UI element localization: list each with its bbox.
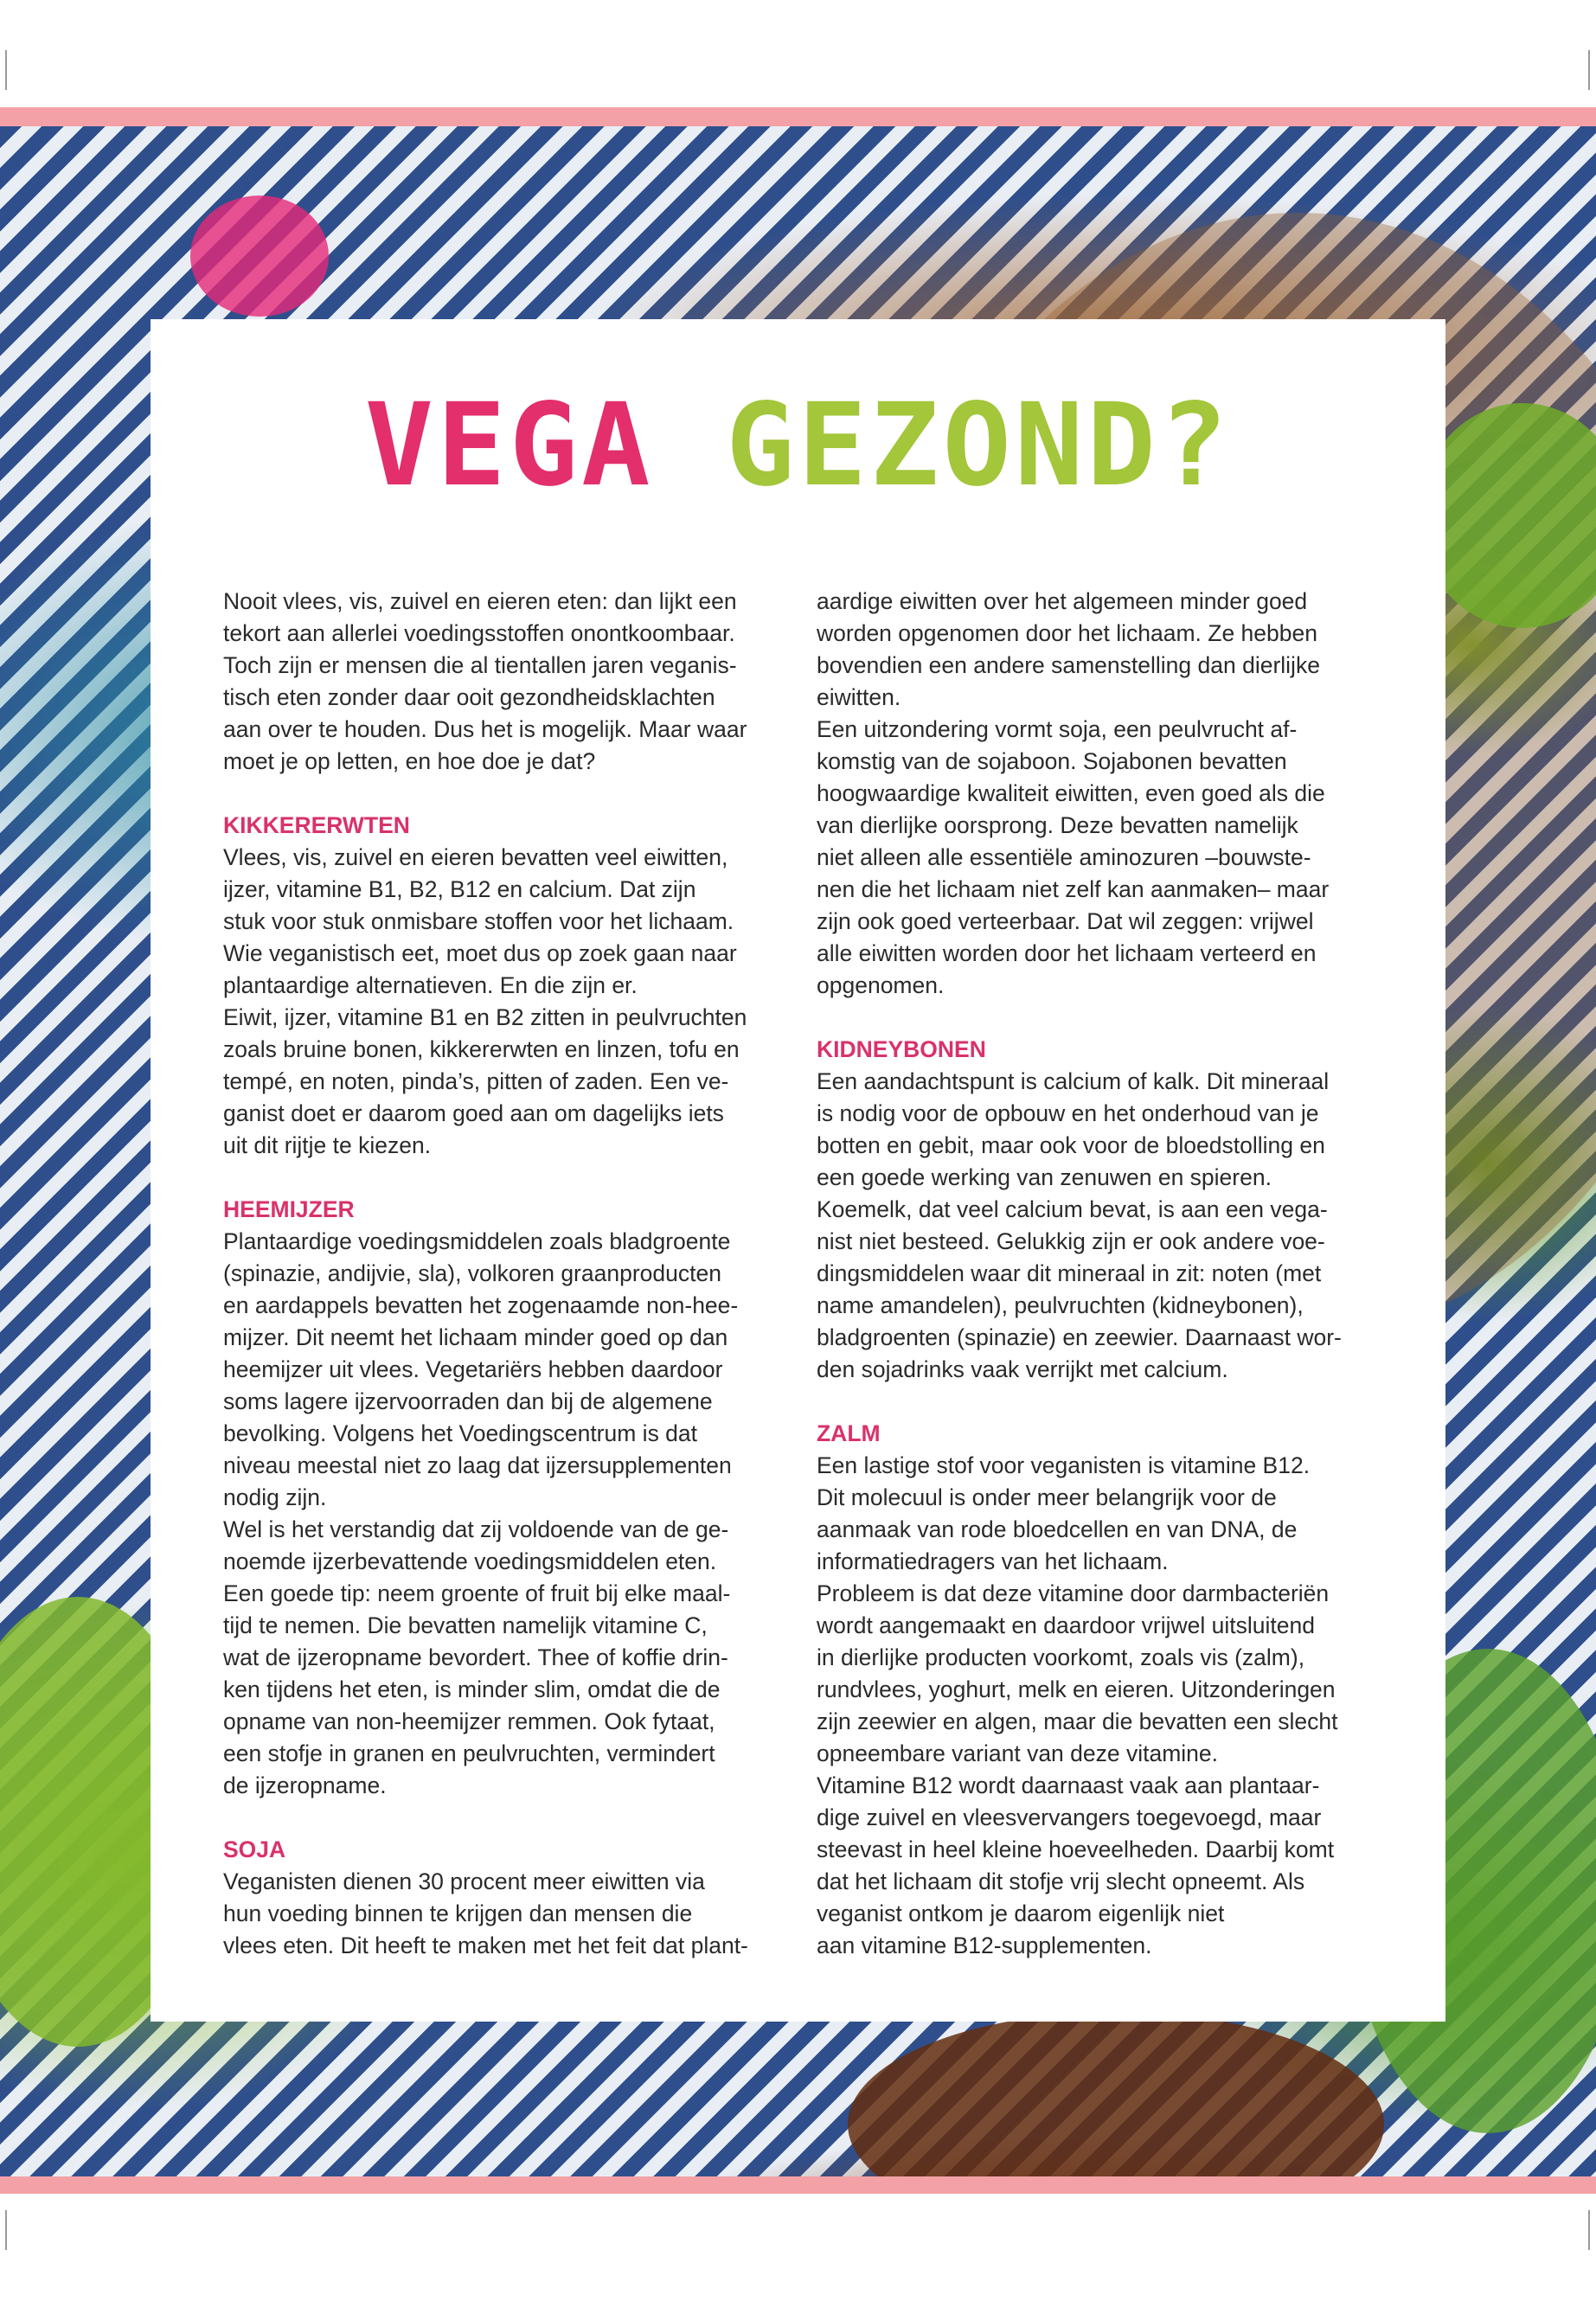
text-line: ijzer, vitamine B1, B2, B12 en calcium. Dat zijn (223, 876, 696, 902)
text-line: name amandelen), peulvruchten (kidneybonen), (817, 1292, 1304, 1318)
text-line: dingsmiddelen waar dit mineraal in zit: noten (met (817, 1260, 1322, 1286)
text-line: niet alleen alle essentiële aminozuren –bouwste- (817, 844, 1311, 870)
text-line: Eiwit, ijzer, vitamine B1 en B2 zitten in peulvruchten (223, 1004, 747, 1030)
text-line: mijzer. Dit neemt het lichaam minder goed op dan (223, 1324, 728, 1350)
text-line: hun voeding binnen te krijgen dan mensen die (223, 1900, 693, 1926)
text-line: steevast in heel kleine hoeveelheden. Daarbij komt (817, 1836, 1335, 1862)
sauce-bowl-shape (848, 2012, 1384, 2176)
article-card (151, 319, 1445, 2022)
text-line: tisch eten zonder daar ooit gezondheidsklachten (223, 684, 715, 710)
text-line: aan over te houden. Dus het is mogelijk. Maar waar (223, 716, 747, 742)
section-body-soja-continued (817, 586, 1388, 1002)
text-line: Probleem is dat deze vitamine door darmbacteriën (817, 1580, 1330, 1606)
crop-mark-top-right (1588, 50, 1590, 90)
crop-mark-bottom-right (1588, 2210, 1590, 2250)
section-heading-kidneybonen: KIDNEYBONEN (817, 1036, 986, 1062)
text-line: opgenomen. (817, 972, 945, 998)
section-heading-heemijzer: HEEMIJZER (223, 1196, 355, 1222)
text-line: Toch zijn er mensen die al tientallen jaren veganis- (223, 652, 737, 678)
text-line: den sojadrinks vaak verrijkt met calcium. (817, 1356, 1228, 1382)
right-column (817, 586, 1388, 1962)
title-word-gezond: GEZOND? (726, 379, 1232, 512)
text-line: noemde ijzerbevattende voedingsmiddelen eten. (223, 1548, 717, 1574)
section-heading-kikkererwten: KIKKERERWTEN (223, 812, 410, 838)
text-line: Koemelk, dat veel calcium bevat, is aan een vega- (817, 1196, 1328, 1222)
text-line: hoogwaardige kwaliteit eiwitten, even goed als die (817, 780, 1325, 806)
text-line: worden opgenomen door het lichaam. Ze hebben (817, 620, 1317, 646)
text-line: eiwitten. (817, 684, 901, 710)
section-body-kidneybonen (817, 1066, 1388, 1386)
text-line: aan vitamine B12-supplementen. (817, 1932, 1152, 1958)
text-line: Nooit vlees, vis, zuivel en eieren eten: dan lijkt een (223, 588, 737, 614)
text-line: tempé, en noten, pinda’s, pitten of zaden. Een ve- (223, 1068, 729, 1094)
text-line: nist niet besteed. Gelukkig zijn er ook andere voe- (817, 1228, 1325, 1254)
text-line: zijn ook goed verteerbaar. Dat wil zeggen: vrijwel (817, 908, 1314, 934)
text-line: Vitamine B12 wordt daarnaast vaak aan plantaar- (817, 1772, 1320, 1798)
left-column (223, 586, 794, 1962)
text-line: heemijzer uit vlees. Vegetariërs hebben daardoor (223, 1356, 723, 1382)
text-line: Vlees, vis, zuivel en eieren bevatten veel eiwitten, (223, 844, 728, 870)
text-line: opneembare variant van deze vitamine. (817, 1740, 1219, 1766)
page-title (151, 379, 1445, 512)
section-heading-soja: SOJA (223, 1836, 286, 1862)
text-line: Veganisten dienen 30 procent meer eiwitten via (223, 1868, 705, 1894)
text-line: bevolking. Volgens het Voedingscentrum is dat (223, 1420, 698, 1446)
text-line: Wie veganistisch eet, moet dus op zoek gaan naar (223, 940, 737, 966)
section-body-soja (223, 1866, 794, 1962)
crop-mark-top-left (5, 50, 7, 90)
bottom-pink-band (0, 2176, 1596, 2194)
text-line: tekort aan allerlei voedingsstoffen onontkoombaar. (223, 620, 735, 646)
text-line: Dit molecuul is onder meer belangrijk voor de (817, 1484, 1277, 1510)
text-line: ken tijdens het eten, is minder slim, omdat die de (223, 1676, 721, 1702)
text-line: informatiedragers van het lichaam. (817, 1548, 1169, 1574)
text-line: komstig van de sojaboon. Sojabonen bevatten (817, 748, 1287, 774)
text-line: Een lastige stof voor veganisten is vitamine B12. (817, 1452, 1311, 1478)
section-body-zalm (817, 1450, 1388, 1962)
intro-paragraph (223, 586, 794, 778)
text-line: Plantaardige voedingsmiddelen zoals bladgroente (223, 1228, 731, 1254)
text-line: nen die het lichaam niet zelf kan aanmaken– maar (817, 876, 1330, 902)
text-line: veganist ontkom je daarom eigenlijk niet (817, 1900, 1225, 1926)
top-pink-band (0, 107, 1596, 126)
text-line: dat het lichaam dit stofje vrij slecht opneemt. Als (817, 1868, 1305, 1894)
title-word-vega: VEGA (364, 379, 654, 512)
text-line: niveau meestal niet zo laag dat ijzersupplementen (223, 1452, 732, 1478)
text-line: wat de ijzeropname bevordert. Thee of koffie drin- (223, 1644, 728, 1670)
section-heading-zalm: ZALM (817, 1420, 881, 1446)
text-line: alle eiwitten worden door het lichaam verteerd en (817, 940, 1317, 966)
text-line: zijn zeewier en algen, maar die bevatten een slecht (817, 1708, 1338, 1734)
magenta-flower-shape (190, 195, 329, 317)
text-line: een stofje in granen en peulvruchten, vermindert (223, 1740, 715, 1766)
text-line: wordt aangemaakt en daardoor vrijwel uitsluitend (817, 1612, 1315, 1638)
text-line: van dierlijke oorsprong. Deze bevatten namelijk (817, 812, 1298, 838)
text-line: uit dit rijtje te kiezen. (223, 1132, 432, 1158)
text-line: is nodig voor de opbouw en het onderhoud van je (817, 1100, 1319, 1126)
text-line: opname van non-heemijzer remmen. Ook fytaat, (223, 1708, 715, 1734)
text-line: dige zuivel en vleesvervangers toegevoegd, maar (817, 1804, 1322, 1830)
text-line: Wel is het verstandig dat zij voldoende van de ge- (223, 1516, 729, 1542)
text-line: (spinazie, andijvie, sla), volkoren graanproducten (223, 1260, 721, 1286)
text-line: aanmaak van rode bloedcellen en van DNA, de (817, 1516, 1298, 1542)
text-line: Een goede tip: neem groente of fruit bij elke maal- (223, 1580, 731, 1606)
text-line: plantaardige alternatieven. En die zijn er. (223, 972, 638, 998)
section-body-kikkererwten (223, 842, 794, 1162)
crop-mark-bottom-left (5, 2210, 7, 2250)
text-line: vlees eten. Dit heeft te maken met het feit dat plant- (223, 1932, 748, 1958)
text-line: tijd te nemen. Die bevatten namelijk vitamine C, (223, 1612, 708, 1638)
text-line: Een aandachtspunt is calcium of kalk. Dit mineraal (817, 1068, 1330, 1094)
text-line: zoals bruine bonen, kikkererwten en linzen, tofu en (223, 1036, 740, 1062)
text-line: ganist doet er daarom goed aan om dagelijks iets (223, 1100, 724, 1126)
text-line: moet je op letten, en hoe doe je dat? (223, 748, 596, 774)
text-line: aardige eiwitten over het algemeen minder goed (817, 588, 1308, 614)
text-line: stuk voor stuk onmisbare stoffen voor het lichaam. (223, 908, 734, 934)
text-line: bovendien een andere samenstelling dan dierlijke (817, 652, 1320, 678)
text-line: Een uitzondering vormt soja, een peulvrucht af- (817, 716, 1298, 742)
text-line: soms lagere ijzervoorraden dan bij de algemene (223, 1388, 713, 1414)
text-line: een goede werking van zenuwen en spieren. (817, 1164, 1272, 1190)
text-line: in dierlijke producten voorkomt, zoals vis (zalm), (817, 1644, 1305, 1670)
section-body-heemijzer (223, 1226, 794, 1802)
text-line: rundvlees, yoghurt, melk en eieren. Uitzonderingen (817, 1676, 1336, 1702)
text-line: en aardappels bevatten het zogenaamde non-hee- (223, 1292, 739, 1318)
text-line: bladgroenten (spinazie) en zeewier. Daarnaast wor- (817, 1324, 1342, 1350)
text-line: nodig zijn. (223, 1484, 327, 1510)
text-line: botten en gebit, maar ook voor de bloedstolling en (817, 1132, 1325, 1158)
text-line: de ijzeropname. (223, 1772, 387, 1798)
